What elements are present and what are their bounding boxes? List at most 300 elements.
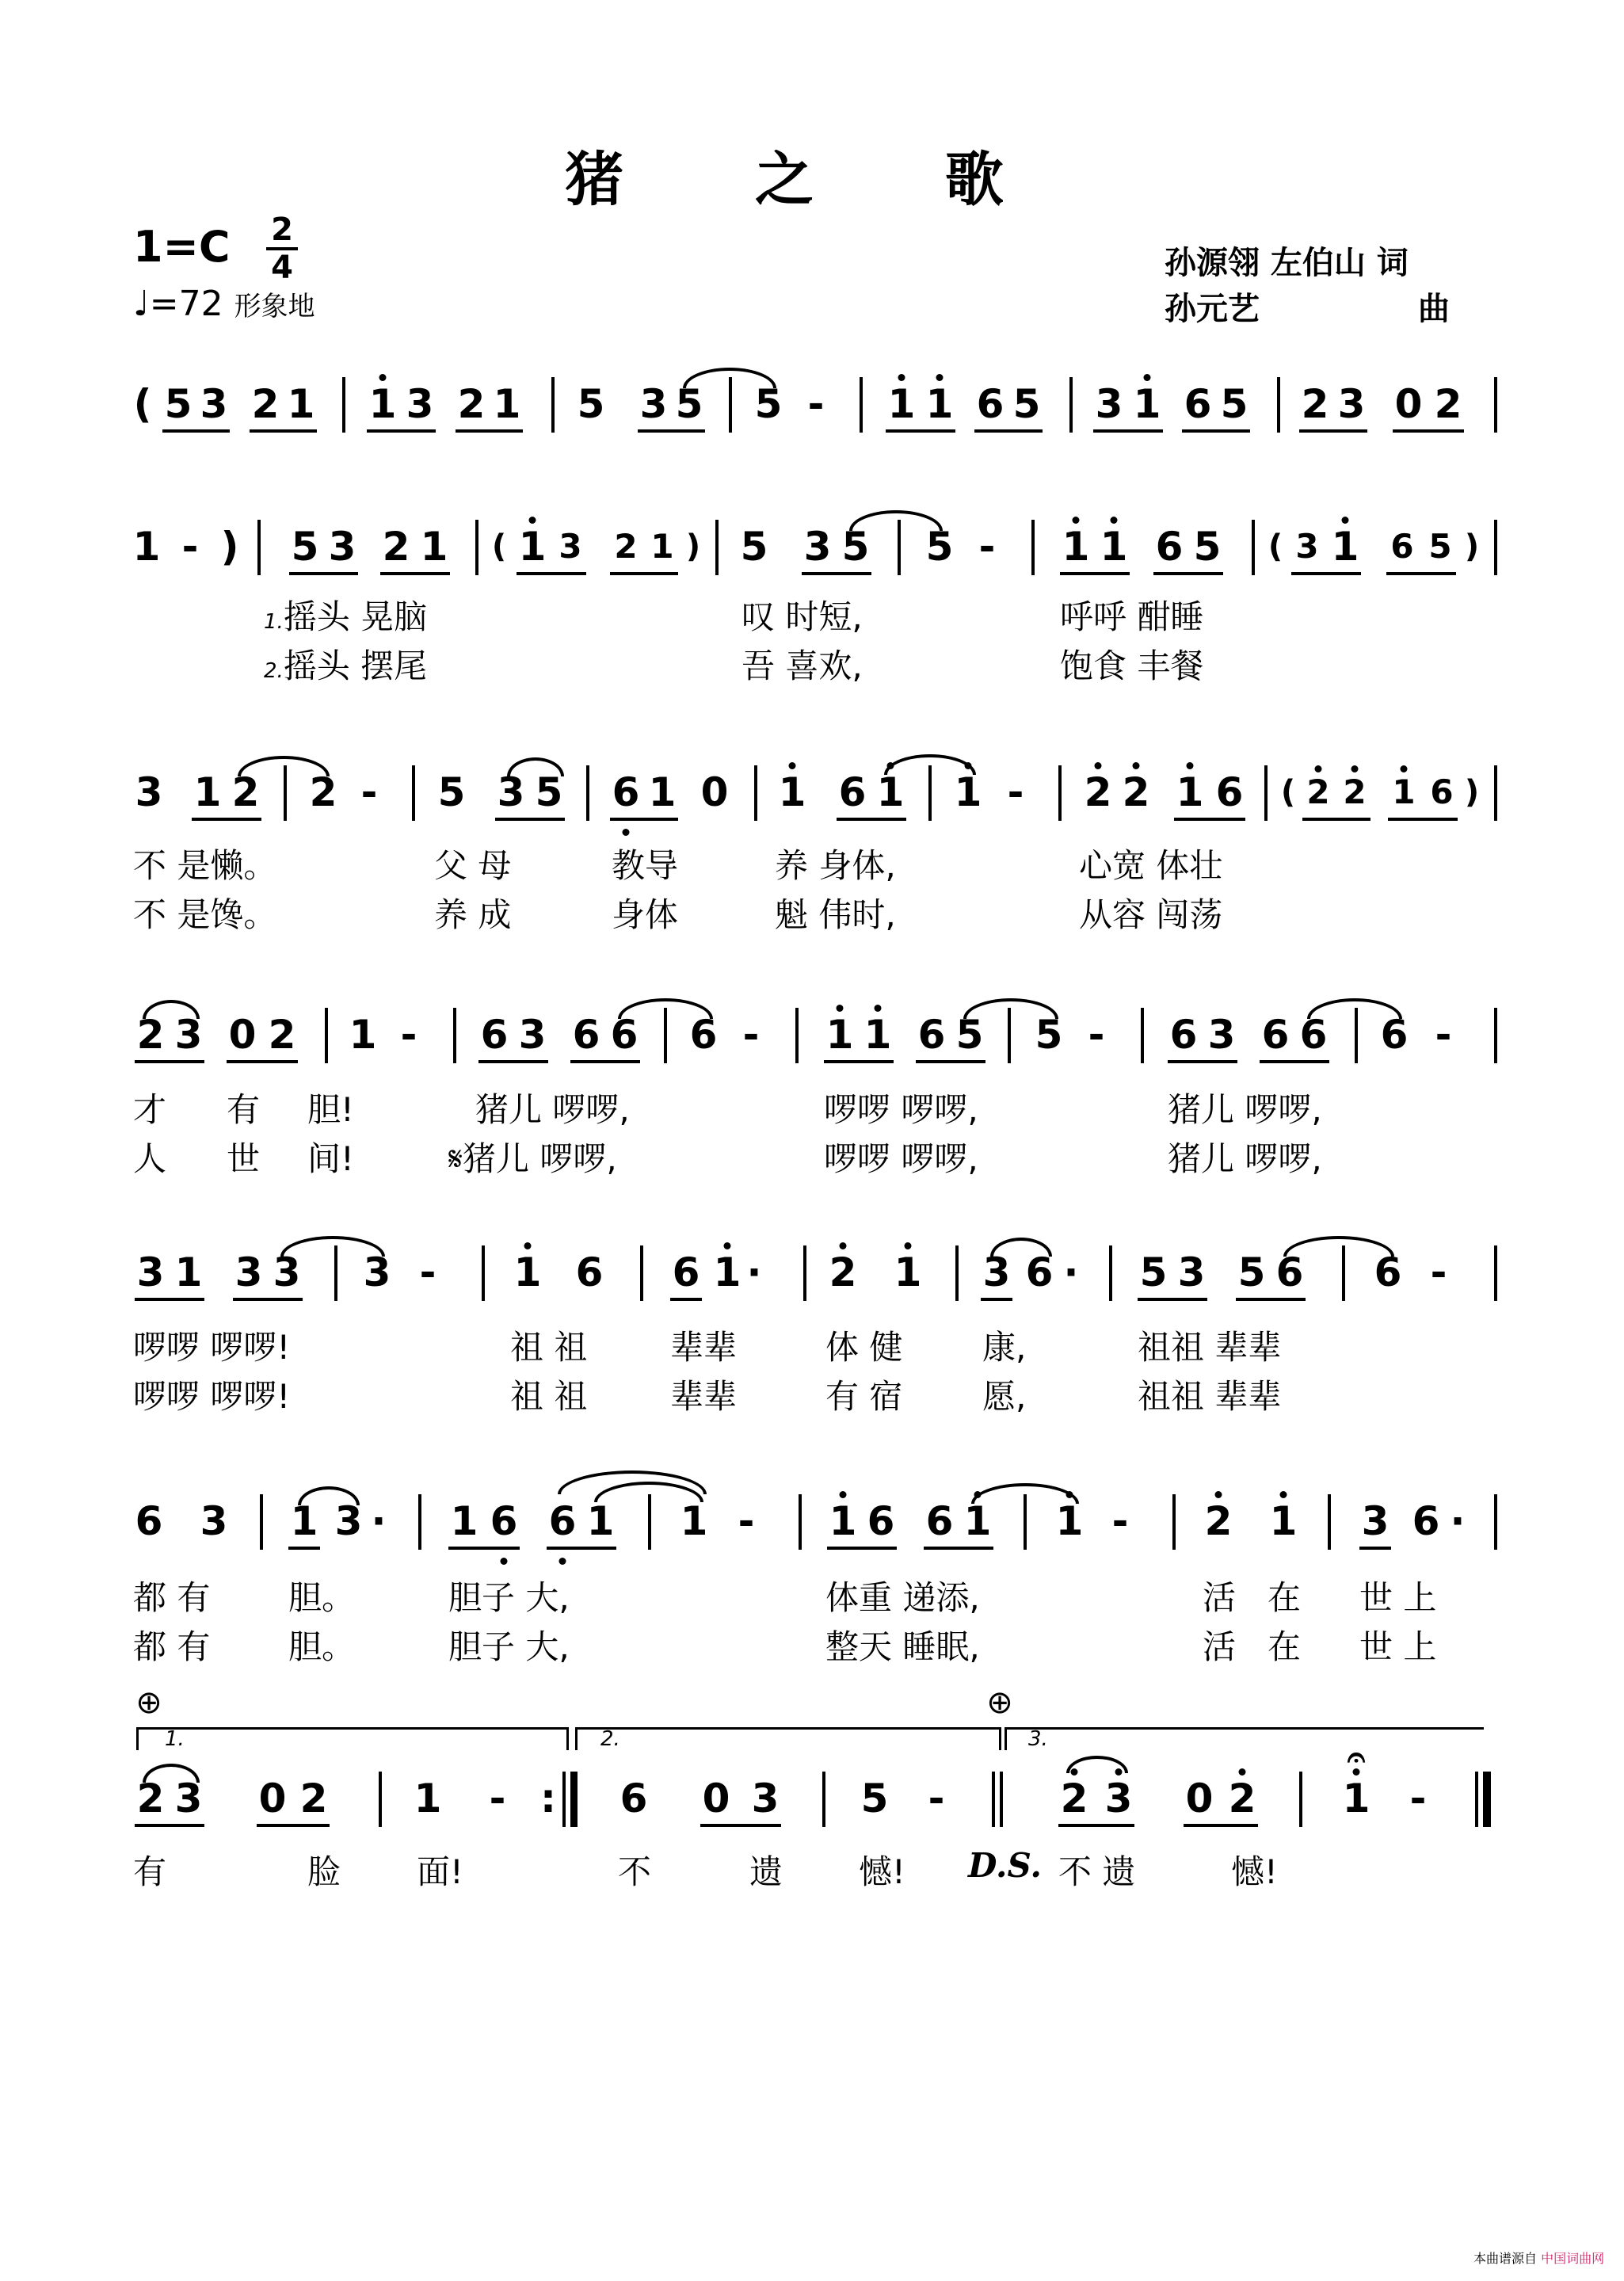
lyric-v1: 教导 — [612, 846, 679, 885]
note: 6 — [612, 769, 640, 815]
lyric-v1: 体 健 — [825, 1328, 903, 1367]
note: 6 — [135, 1498, 163, 1544]
underline — [1182, 429, 1250, 433]
note: 6 — [1412, 1498, 1440, 1544]
note: 1 — [954, 769, 982, 815]
note: 3 — [558, 527, 582, 566]
note: - — [1007, 769, 1024, 815]
octave-dot — [840, 1242, 847, 1249]
note: 3 — [174, 1776, 203, 1821]
note: - — [1088, 1012, 1105, 1058]
lyric-v1: 心宽 体壮 — [1079, 846, 1223, 885]
coda-icon: ⊕ — [986, 1684, 1013, 1721]
note: 1 — [1062, 524, 1090, 570]
note: 2 — [136, 1012, 165, 1058]
underline — [289, 572, 358, 575]
underline — [924, 1547, 993, 1550]
lyric-v2: 不 是馋。 — [133, 895, 277, 934]
note: 3 — [497, 769, 525, 815]
octave-dot — [724, 1242, 731, 1249]
note: 6 — [925, 1498, 954, 1544]
lyric-v1: 啰啰 啰啰, — [824, 1090, 978, 1129]
barline — [1342, 1245, 1345, 1301]
barline — [586, 765, 589, 821]
underline — [824, 1060, 894, 1063]
note: ) — [685, 528, 701, 565]
note: 3 — [803, 524, 832, 570]
barline — [898, 520, 901, 575]
barline — [475, 520, 478, 575]
underline — [227, 1060, 298, 1063]
octave-dot — [936, 374, 944, 381]
note: 3 — [1104, 1776, 1133, 1821]
note: 5 — [1035, 1012, 1063, 1058]
barline — [1109, 1245, 1112, 1301]
lyric-v1: 不 是懒。 — [133, 846, 277, 885]
note: 3 — [1337, 381, 1366, 427]
underline — [135, 1060, 204, 1063]
lyric-v2: 活 — [1203, 1627, 1237, 1666]
underline — [837, 818, 906, 821]
octave-dot — [1111, 517, 1118, 524]
barline — [418, 1494, 421, 1550]
octave-dot — [1133, 762, 1140, 769]
lyric-v1: 辈辈 — [670, 1328, 738, 1367]
note: 3 — [135, 769, 163, 815]
note: 2 — [1204, 1498, 1233, 1544]
underline — [1174, 818, 1245, 821]
composer-credit — [1165, 284, 1450, 329]
barline — [1031, 520, 1035, 575]
underline — [456, 429, 523, 433]
fermata-icon: 𝄐 — [1347, 1739, 1366, 1776]
note: 6 — [1215, 769, 1244, 815]
note: 1 — [887, 381, 916, 427]
octave-dot — [789, 762, 796, 769]
note: ) — [1464, 774, 1480, 811]
octave-dot — [1315, 765, 1322, 772]
note: 6 — [572, 1012, 600, 1058]
underline — [1060, 572, 1130, 575]
underline — [1302, 818, 1370, 821]
note: 6 — [619, 1776, 648, 1821]
note: 6 — [480, 1012, 509, 1058]
note: 1 — [1392, 772, 1416, 811]
note: ( — [1268, 528, 1283, 565]
octave-dot — [875, 1005, 882, 1012]
barline — [551, 377, 555, 433]
note: 6 — [1299, 1012, 1328, 1058]
note: 6 — [1380, 1012, 1409, 1058]
note: - — [1111, 1498, 1129, 1544]
repeat-barline-thick — [570, 1772, 578, 1827]
lyric-line: 不 — [618, 1852, 652, 1891]
volta-bracket-2 — [575, 1727, 1001, 1750]
tempo-marking — [133, 284, 315, 324]
underline — [1260, 1060, 1329, 1063]
final-barline-thick — [1483, 1772, 1491, 1827]
note: 1 — [778, 769, 806, 815]
coda-icon: ⊕ — [135, 1684, 162, 1721]
note: 5 — [841, 524, 870, 570]
lyric-v1: 都 有 — [133, 1578, 211, 1617]
note: 1 — [825, 1012, 854, 1058]
note: 3 — [518, 1012, 547, 1058]
lyric-line: 脸 — [307, 1852, 341, 1891]
note: 5 — [164, 381, 193, 427]
note: 1 — [925, 381, 954, 427]
key-signature: 1=C — [133, 222, 231, 272]
barline — [1024, 1494, 1027, 1550]
underline — [517, 572, 586, 575]
underline — [1153, 572, 1223, 575]
note: 5 — [1139, 1249, 1168, 1295]
note: 0 — [258, 1776, 287, 1821]
lyric-v1: 世 上 — [1359, 1578, 1437, 1617]
note: 5 — [1220, 381, 1248, 427]
barline — [822, 1772, 825, 1827]
lyric-v1: 祖祖 辈辈 — [1138, 1328, 1282, 1367]
note: 1 — [650, 527, 674, 566]
note: - — [360, 769, 378, 815]
lyric-v1: 康, — [982, 1328, 1027, 1367]
lyricist-credit: 孙源翎 左伯山 词 — [1165, 245, 1409, 281]
quarter-note-icon: ♩ — [133, 284, 150, 324]
lyric-v1: 胆。 — [288, 1578, 356, 1617]
composer-role: 曲 — [1418, 291, 1450, 327]
note: 1 — [829, 1498, 857, 1544]
octave-dot — [898, 374, 905, 381]
barline — [325, 1008, 328, 1063]
note: 5 — [577, 381, 605, 427]
slur-arc — [507, 757, 564, 776]
note: 3 — [234, 1249, 263, 1295]
note: 6 — [575, 1249, 604, 1295]
lyric-v2: 身体 — [612, 895, 679, 934]
note: 3 — [136, 1249, 165, 1295]
note: 5 — [1012, 381, 1041, 427]
note: 3 — [1295, 527, 1319, 566]
note: 2 — [1122, 769, 1150, 815]
note: 5 — [754, 381, 783, 427]
note: 6 — [490, 1498, 518, 1544]
note: 3 — [1095, 381, 1123, 427]
note: 2 — [1434, 381, 1462, 427]
octave-dot — [1073, 517, 1080, 524]
note: 0 — [700, 769, 729, 815]
barline — [284, 765, 287, 821]
lyric-v1: 养 身体, — [775, 846, 896, 885]
underline — [1299, 429, 1367, 433]
footer-site[interactable]: 中国词曲网 — [1541, 2251, 1605, 2266]
lyric-v2: 祖祖 辈辈 — [1138, 1377, 1282, 1416]
underline — [1168, 1060, 1237, 1063]
lyric-line: 憾! — [859, 1852, 905, 1891]
note: 2 — [829, 1249, 857, 1295]
note: 5 — [675, 381, 703, 427]
underline — [610, 572, 678, 575]
barline — [1000, 1772, 1003, 1827]
lyric-v2: 整天 睡眠, — [825, 1627, 980, 1666]
note: ) — [220, 524, 239, 570]
note: 3 — [639, 381, 668, 427]
barline — [715, 520, 719, 575]
barline — [379, 1772, 382, 1827]
underline — [700, 1824, 781, 1827]
staff-row-1 — [0, 380, 1624, 467]
note: 2 — [1060, 1776, 1088, 1821]
note: 5 — [1193, 524, 1222, 570]
note: 0 — [1394, 381, 1423, 427]
dal-segno-mark: D.S. — [968, 1846, 1043, 1885]
barline — [860, 377, 863, 433]
lyric-v2: 辈辈 — [670, 1377, 738, 1416]
underline — [1138, 1298, 1207, 1301]
barline — [648, 1494, 651, 1550]
note: 1 — [680, 1498, 708, 1544]
note: 3 — [273, 1249, 301, 1295]
lyric-v2: 人 — [133, 1139, 167, 1178]
barline — [729, 377, 732, 433]
octave-dot — [1144, 374, 1151, 381]
note: 2 — [1228, 1776, 1256, 1821]
note: 6 — [1374, 1249, 1402, 1295]
underline — [495, 818, 565, 821]
note: 5 — [925, 524, 954, 570]
note: 1 — [493, 381, 521, 427]
note: 6 — [1025, 1249, 1054, 1295]
slur-arc — [143, 1764, 200, 1783]
note: 5 — [1237, 1249, 1266, 1295]
repeat-barline-thin — [562, 1772, 566, 1827]
note: 3 — [751, 1776, 780, 1821]
octave-dot — [1215, 1491, 1222, 1498]
octave-dot — [1066, 1491, 1073, 1498]
underline — [1386, 572, 1456, 575]
volta-bracket-3 — [1005, 1727, 1484, 1750]
repeat-dots: : — [540, 1776, 556, 1821]
lyric-line: 不 遗 — [1058, 1852, 1136, 1891]
note: - — [1430, 1249, 1447, 1295]
note: 5 — [535, 769, 563, 815]
volta-label-3: 3. — [1028, 1727, 1048, 1751]
note: 1 — [290, 1498, 318, 1544]
lyric-v2: 啰啰 啰啰! — [133, 1377, 291, 1416]
lyric-v1: 胆! — [307, 1090, 354, 1129]
barline — [664, 1008, 667, 1063]
underline — [670, 1298, 702, 1301]
note: · — [371, 1498, 387, 1544]
barline — [799, 1494, 802, 1550]
note: 3 — [200, 381, 228, 427]
note: 2 — [457, 381, 486, 427]
note: 1 — [1331, 524, 1359, 570]
note: · — [1450, 1498, 1466, 1544]
barline — [1299, 1772, 1302, 1827]
lyric-v2: 世 上 — [1359, 1627, 1437, 1666]
lyric-v2: 2.摇头 摆尾 — [264, 647, 428, 685]
note: · — [746, 1249, 762, 1295]
barline — [482, 1245, 485, 1301]
lyric-v2: 胆子 大, — [448, 1627, 570, 1666]
note: 1 — [287, 381, 315, 427]
underline — [916, 1060, 985, 1063]
staff-row-7 — [0, 1739, 1624, 1862]
low-octave-dot — [623, 829, 630, 836]
lyric-v2: 愿, — [982, 1377, 1027, 1416]
lyric-v1: 胆子 大, — [448, 1578, 570, 1617]
footer-left: 本曲谱源自 — [1473, 2251, 1538, 2266]
note: 1 — [193, 769, 222, 815]
note: 3 — [174, 1012, 203, 1058]
lyric-v2: 世 — [227, 1139, 261, 1178]
slur-arc — [143, 1000, 200, 1019]
underline — [610, 818, 678, 821]
note: 2 — [309, 769, 337, 815]
underline — [192, 818, 261, 821]
note: 3 — [363, 1249, 391, 1295]
barline — [1494, 377, 1497, 433]
barline — [1355, 1008, 1358, 1063]
note: 2 — [614, 527, 638, 566]
note: 0 — [702, 1776, 730, 1821]
note: 2 — [299, 1776, 328, 1821]
note: 1 — [174, 1249, 203, 1295]
note: - — [489, 1776, 506, 1821]
note: 2 — [1301, 381, 1329, 427]
note: 1 — [349, 1012, 377, 1058]
barline — [754, 765, 757, 821]
barline — [1252, 520, 1255, 575]
note: 1 — [420, 524, 448, 570]
note: 1 — [894, 1249, 922, 1295]
underline — [886, 429, 955, 433]
lyric-v1: 猪儿 啰啰, — [1168, 1090, 1322, 1129]
underline — [1184, 1824, 1258, 1827]
barline — [257, 520, 261, 575]
underline — [1359, 1547, 1391, 1550]
note: 1 — [876, 769, 905, 815]
barline — [260, 1494, 263, 1550]
underline — [570, 1060, 640, 1063]
note: 6 — [917, 1012, 946, 1058]
underline — [827, 1547, 897, 1550]
octave-dot — [529, 517, 536, 524]
underline — [638, 429, 705, 433]
footer-source — [1473, 2249, 1604, 2267]
underline — [981, 1298, 1012, 1301]
octave-dot — [1239, 1768, 1246, 1776]
underline — [380, 572, 450, 575]
note: - — [1409, 1776, 1427, 1821]
barline — [334, 1245, 337, 1301]
note: - — [181, 524, 199, 570]
note: ) — [1464, 528, 1480, 565]
barline — [640, 1245, 643, 1301]
note: 6 — [1184, 381, 1212, 427]
lyric-v2: 从容 闯荡 — [1079, 895, 1223, 934]
note: 1 — [963, 1498, 992, 1544]
note: 2 — [251, 381, 280, 427]
note: 2 — [1306, 772, 1330, 811]
note: 3 — [334, 1498, 363, 1544]
underline — [135, 1824, 204, 1827]
note: 2 — [1343, 772, 1367, 811]
lyric-line: 有 — [133, 1852, 167, 1891]
octave-dot — [524, 1242, 532, 1249]
octave-dot — [837, 1005, 844, 1012]
note: ( — [491, 528, 507, 565]
note: 1 — [414, 1776, 442, 1821]
note: 6 — [1390, 527, 1414, 566]
note: 6 — [867, 1498, 895, 1544]
note: 6 — [1275, 1249, 1304, 1295]
note: 1 — [863, 1012, 892, 1058]
underline — [1388, 818, 1458, 821]
underline — [1058, 1824, 1134, 1827]
note: 3 — [1361, 1498, 1390, 1544]
lyric-v2: 间! — [307, 1139, 354, 1178]
octave-dot — [1401, 765, 1408, 772]
octave-dot — [1342, 517, 1349, 524]
lyric-line: 憾! — [1231, 1852, 1278, 1891]
octave-dot — [965, 762, 972, 769]
lyric-v1: 呼呼 酣睡 — [1060, 597, 1204, 636]
barline — [1494, 520, 1497, 575]
underline — [547, 1547, 616, 1550]
note: - — [1435, 1012, 1452, 1058]
octave-dot — [1280, 1491, 1287, 1498]
tempo-value: =72 — [149, 284, 223, 324]
barline — [928, 765, 932, 821]
octave-dot — [1351, 765, 1359, 772]
lyric-line: 面! — [417, 1852, 463, 1891]
barline — [1494, 1008, 1497, 1063]
song-title: 猪 之 歌 — [565, 146, 1059, 214]
underline — [288, 1547, 320, 1550]
note: - — [738, 1498, 755, 1544]
lyric-v2: 啰啰 啰啰, — [824, 1139, 978, 1178]
barline — [992, 1772, 995, 1827]
lyric-v1: 猪儿 啰啰, — [475, 1090, 630, 1129]
barline — [1141, 1008, 1144, 1063]
barline — [1328, 1494, 1331, 1550]
barline — [1494, 765, 1497, 821]
lyric-v2: 都 有 — [133, 1627, 211, 1666]
lyric-v2: 在 — [1268, 1627, 1302, 1666]
underline — [1093, 429, 1163, 433]
note: · — [1063, 1249, 1079, 1295]
note: ( — [133, 381, 152, 427]
underline — [250, 429, 317, 433]
lyric-v2: 𝄋猪儿 啰啰, — [448, 1139, 617, 1178]
note: 0 — [1185, 1776, 1214, 1821]
note: 1 — [132, 524, 161, 570]
note: 0 — [228, 1012, 257, 1058]
note: 3 — [406, 381, 434, 427]
underline — [448, 1547, 520, 1550]
note: 5 — [955, 1012, 984, 1058]
lyric-v1: 叹 时短, — [741, 597, 863, 636]
note: 6 — [1169, 1012, 1198, 1058]
note: 5 — [1428, 527, 1452, 566]
barline — [1058, 765, 1062, 821]
note: 3 — [1177, 1249, 1206, 1295]
underline — [135, 1298, 204, 1301]
lyric-v1: 在 — [1268, 1578, 1302, 1617]
barline — [1264, 765, 1268, 821]
underline — [1236, 1298, 1306, 1301]
